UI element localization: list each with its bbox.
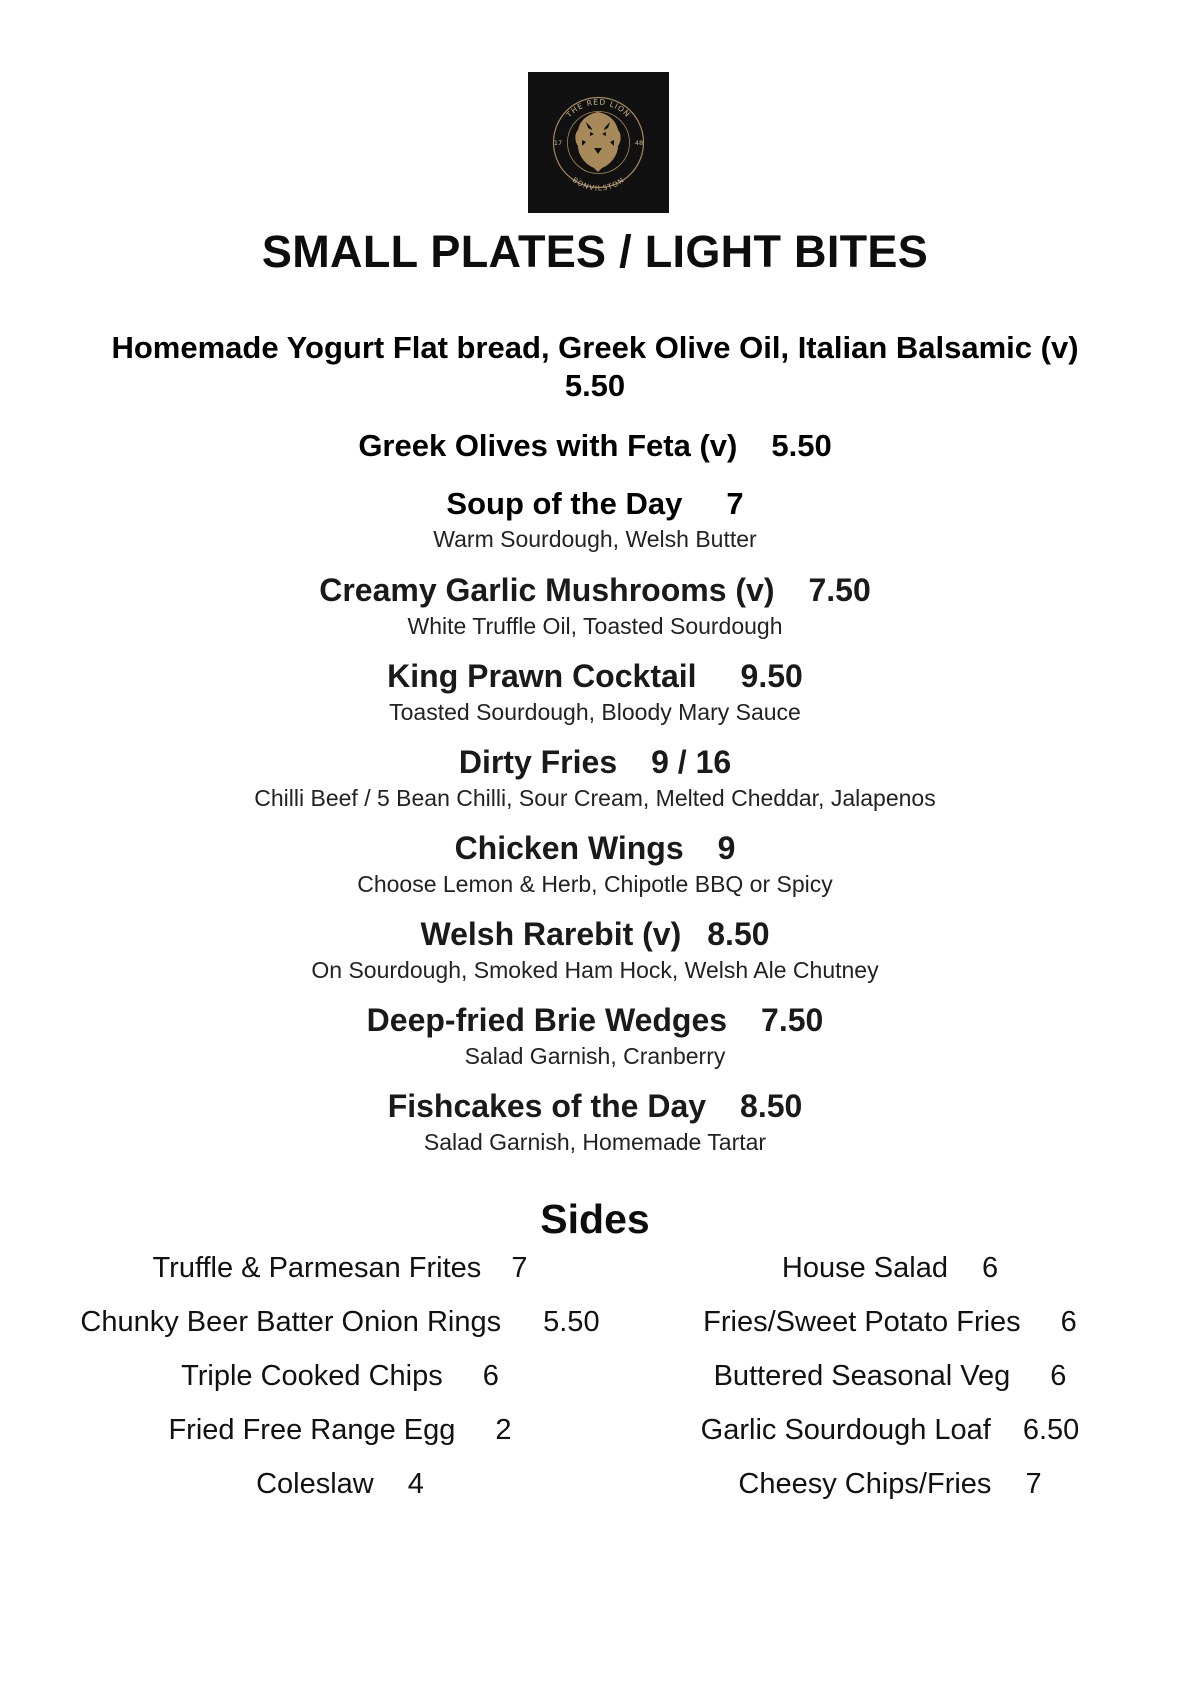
item-name: Dirty Fries [458, 744, 618, 780]
menu-item [0, 486, 1190, 553]
side-name: Triple Cooked Chips [181, 1360, 443, 1392]
side-item [640, 1252, 1140, 1285]
side-name: Buttered Seasonal Veg [713, 1360, 1011, 1392]
side-name: Fried Free Range Egg [168, 1414, 456, 1446]
side-item [0, 1468, 680, 1501]
item-price: 9.50 [740, 658, 803, 694]
side-name: Fries/Sweet Potato Fries [703, 1306, 1021, 1338]
item-price: 8.50 [740, 1088, 803, 1124]
sides-heading: Sides [540, 1196, 650, 1242]
side-price: 6 [482, 1360, 499, 1392]
item-name: Homemade Yogurt Flat bread, Greek Olive Oil, Italian Balsamic (v) [111, 330, 1079, 365]
svg-text:BONVILSTON [571, 176, 627, 193]
item-price: 9 [717, 830, 736, 866]
item-name: Creamy Garlic Mushrooms (v) [319, 572, 775, 608]
side-name: Cheesy Chips/Fries [738, 1468, 992, 1500]
side-name: Truffle & Parmesan Frites [152, 1252, 482, 1284]
menu-item [0, 916, 1190, 984]
item-price: 7 [726, 486, 744, 521]
side-item [0, 1360, 680, 1393]
side-price: 6 [1060, 1306, 1077, 1338]
side-name: Chunky Beer Batter Onion Rings [80, 1306, 502, 1338]
side-item [0, 1306, 680, 1339]
item-price: 5.50 [771, 428, 832, 463]
side-price: 4 [407, 1468, 424, 1500]
logo-text-bottom: BONVILSTON [570, 175, 627, 193]
item-description: Salad Garnish, Homemade Tartar [423, 1129, 767, 1155]
item-price: 5.50 [564, 368, 626, 403]
item-name: Welsh Rarebit (v) [420, 916, 682, 952]
menu-item [0, 1088, 1190, 1156]
side-price: 6 [1050, 1360, 1067, 1392]
menu-item [0, 428, 1190, 464]
menu-item [0, 744, 1190, 812]
item-name: Soup of the Day [446, 486, 683, 521]
item-description: Warm Sourdough, Welsh Butter [433, 526, 757, 552]
side-item [640, 1360, 1140, 1393]
item-description: Choose Lemon & Herb, Chipotle BBQ or Spicy [357, 871, 833, 897]
side-name: Coleslaw [256, 1468, 374, 1500]
menu-item [0, 1002, 1190, 1070]
logo-year-right: 48 [634, 139, 644, 147]
item-price: 9 / 16 [651, 744, 732, 780]
item-name: Fishcakes of the Day [387, 1088, 707, 1124]
item-name: Chicken Wings [454, 830, 684, 866]
item-price: 7.50 [808, 572, 871, 608]
item-name: King Prawn Cocktail [387, 658, 697, 694]
red-lion-logo [528, 72, 669, 213]
logo-text-top: THE RED LION [564, 97, 633, 120]
item-description: White Truffle Oil, Toasted Sourdough [407, 613, 783, 639]
item-price: 8.50 [707, 916, 770, 952]
side-price: 6 [981, 1252, 999, 1284]
side-name: Garlic Sourdough Loaf [700, 1414, 991, 1446]
menu-item [0, 572, 1190, 640]
lion-head-icon [528, 72, 669, 213]
side-item [640, 1414, 1140, 1447]
item-description: Chilli Beef / 5 Bean Chilli, Sour Cream, Melted Cheddar, Jalapenos [254, 785, 936, 811]
side-item [640, 1306, 1140, 1339]
side-price: 6.50 [1022, 1414, 1080, 1446]
side-price: 2 [495, 1414, 512, 1446]
menu-item [0, 830, 1190, 898]
item-description: Toasted Sourdough, Bloody Mary Sauce [389, 699, 801, 725]
item-name: Deep-fried Brie Wedges [366, 1002, 728, 1038]
item-name: Greek Olives with Feta (v) [358, 428, 738, 463]
item-description: Salad Garnish, Cranberry [464, 1043, 726, 1069]
menu-item [0, 658, 1190, 726]
side-price: 7 [1025, 1468, 1042, 1500]
side-name: House Salad [781, 1252, 948, 1284]
page-title: SMALL PLATES / LIGHT BITES [261, 226, 929, 277]
side-price: 7 [511, 1252, 528, 1284]
item-description: On Sourdough, Smoked Ham Hock, Welsh Ale Chutney [311, 957, 879, 983]
side-item [0, 1252, 680, 1285]
side-item [640, 1468, 1140, 1501]
side-price: 5.50 [543, 1306, 600, 1338]
menu-item [0, 330, 1190, 404]
side-item [0, 1414, 680, 1447]
item-price: 7.50 [761, 1002, 824, 1038]
logo-year-left: 17 [553, 139, 563, 147]
